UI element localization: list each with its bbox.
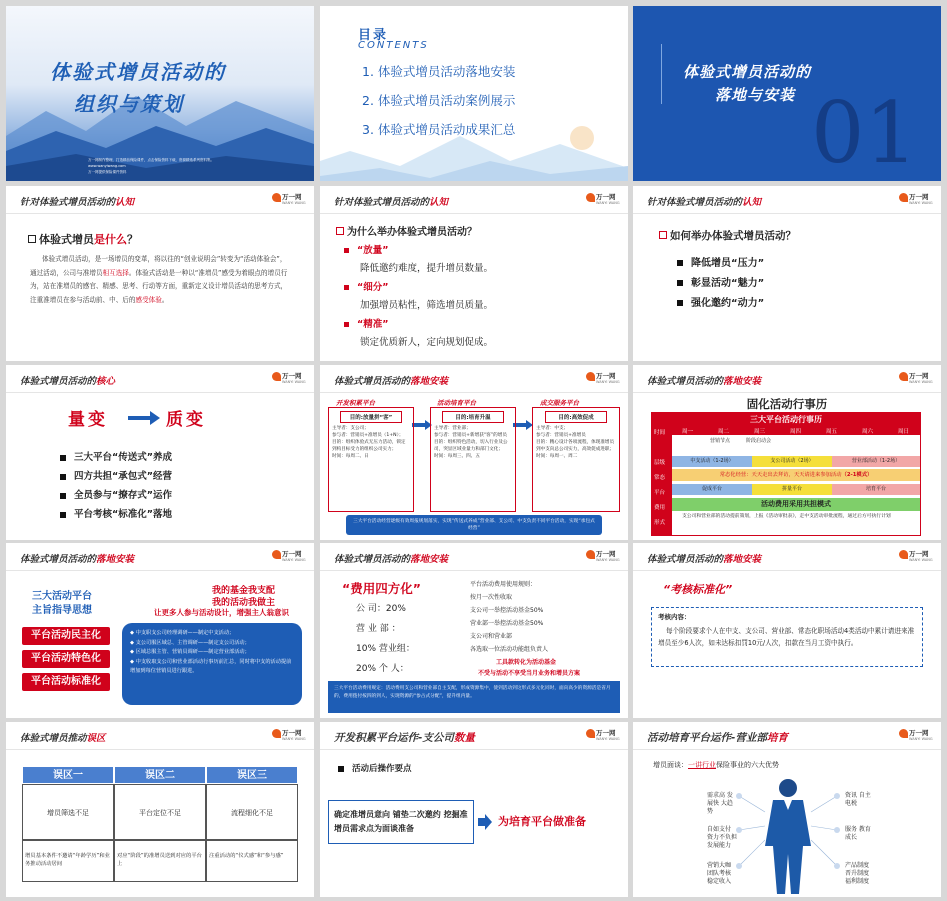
logo-mark-icon <box>272 550 281 559</box>
slide-misconceptions[interactable] <box>6 722 314 897</box>
research-item-3: ◆ 区域总服主管、营销员调研——制定营业部活动； <box>130 649 250 655</box>
operation-result: 为培育平台做准备 <box>498 815 586 828</box>
core-item-2: 四方共担“承包式”经营 <box>60 468 172 482</box>
definition-paragraph: 体验式增员活动，是一场增员的变革，将以往的“创业说明会”转变为“活动体验会”，通过活动，公司与准增员相互选择。体验式活动是一种以“准增员”感受为着眼点的增员行为，站在准增员的感官、精感、思考、行动等方面，重新定义设计增员活动的思考方式，注重准增员在参与活动前、中、后的感受体验。 <box>30 255 288 304</box>
section-divider-line <box>661 44 662 104</box>
rule-red-1: 工具款转化为活动基金 <box>496 659 557 666</box>
day-mon: 周一 <box>682 429 694 435</box>
logo-mark-icon <box>899 372 908 381</box>
rule-1: 按月一次性收取 <box>470 594 513 601</box>
misconception-2-detail: 对应“阶段”的准增员送到对应的平台上 <box>114 840 206 882</box>
section-number: 01 <box>811 84 918 181</box>
interview-lead: 增员面谈：一讲行业保险事业的六大优势 <box>653 761 779 769</box>
bullet-icon <box>60 455 66 461</box>
cover-footer-3: 万一网提供保险课件资料 <box>88 170 127 174</box>
cover-title-line2: 组织与策划 <box>74 92 184 116</box>
section-title-line1: 体验式增员活动的 <box>683 63 812 81</box>
calendar-title: 固化活动行事历 <box>746 397 828 411</box>
operation-steps-box: 确定准增员意向 铺垫二次邀约 挖掘准增员需求点为面谈准备 <box>328 800 474 844</box>
misconception-3-head: 误区三 <box>206 766 298 784</box>
logo-mark-icon <box>586 550 595 559</box>
company-logo: 万一网 WANYI WANG <box>899 191 933 209</box>
button-featured[interactable]: 平台活动特色化 <box>22 650 110 668</box>
slide-sales-dept-nurture[interactable] <box>633 722 941 897</box>
point-2-desc: 加强增员粘性，筛选增员质量。 <box>360 300 494 311</box>
misconception-1-summary: 增员筛选不足 <box>22 784 114 840</box>
advantage-right-1: 资讯 自主 电税 <box>845 792 871 807</box>
fund-slogan-1: 我的基金我支配 <box>212 586 276 596</box>
how-item-2: 彰显活动“魅力” <box>677 274 764 289</box>
company-logo: 万一网 WANYI WANG <box>899 548 933 566</box>
day-fri: 周五 <box>826 429 838 435</box>
misconception-3-summary: 流程细化不足 <box>206 784 298 840</box>
slide-header: 活动培育平台运作-营业部培育 万一网 WANYI WANG <box>633 722 941 750</box>
cover-title-line1: 体验式增员活动的 <box>50 60 226 84</box>
share-sales-group: 10% 营业组： <box>356 644 415 654</box>
bullet-icon <box>344 248 349 253</box>
arrow-right-icon <box>128 411 160 425</box>
company-logo: 万一网 WANYI WANG <box>272 191 306 209</box>
word-quality-change: 质变 <box>166 410 206 430</box>
research-item-4: ◆ 中支收取支公司和营业部活动行事历前汇总，同时将中支的活动提前增加到每位营销员进行跟进。 <box>130 658 292 674</box>
logo-mark-icon <box>899 729 908 738</box>
calendar-table <box>651 412 921 536</box>
checkbox-square-icon <box>659 231 667 239</box>
how-item-1: 降低增员“压力” <box>677 254 764 269</box>
slide-activity-calendar[interactable] <box>633 365 941 540</box>
company-logo: 万一网 WANYI WANG <box>586 727 620 745</box>
misconception-2-head: 误区二 <box>114 766 206 784</box>
slide-cognition-how[interactable] <box>633 186 941 361</box>
platform-1-title: 开发积累平台 <box>336 399 375 407</box>
fund-subtitle: 让更多人参与活动设计，增强主人翁意识 <box>154 608 289 617</box>
why-question: 为什么举办体验式增员活动？ <box>336 223 477 238</box>
advantage-left-1: 需求高 发展快 大趋势 <box>707 792 733 815</box>
how-item-3: 强化邀约“动力” <box>677 294 764 309</box>
contents-heading-en: CONTENTS <box>358 40 429 51</box>
row-label-normal: 常态 <box>654 475 666 481</box>
platforms-summary-banner: 三大平台活动经营逐级有效周报规划落实，实现“传送式养成”营业部、支公司、中支负责不同平台活动，实现“承包式经营” <box>346 515 602 535</box>
company-logo: 万一网 WANYI WANG <box>272 727 306 745</box>
share-individual: 20% 个 人： <box>356 664 409 674</box>
slide-header: 开发积累平台运作-支公司数量 万一网 WANYI WANG <box>320 722 628 750</box>
research-list-box <box>122 623 302 705</box>
guiding-title-1: 三大活动平台 <box>32 591 92 602</box>
cost-cell: 活动费用采用共担模式 <box>672 498 920 511</box>
misconception-2-summary: 平台定位不足 <box>114 784 206 840</box>
company-logo: 万一网 WANYI WANG <box>586 370 620 388</box>
research-item-2: ◆ 支公司服区域总、主管调研——制定支公司活动； <box>130 639 250 646</box>
rule-5: 各选取一位活动功能组负责人 <box>470 646 549 653</box>
platform-cell-nurture: 培育平台 <box>832 484 920 495</box>
contents-item-3[interactable]: 3. 体验式增员活动成果汇总 <box>362 122 516 137</box>
time-cell-kickoff: 阶段启动会 <box>746 438 772 444</box>
company-logo: 万一网 WANYI WANG <box>272 370 306 388</box>
slide-header <box>6 186 314 214</box>
day-wed: 周三 <box>754 429 766 435</box>
operation-point: 活动后操作要点 <box>338 762 412 774</box>
fund-slogan-2: 我的活动我做主 <box>212 598 276 608</box>
point-2-keyword: “细分” <box>344 279 389 293</box>
rule-4: 支公司和营业部 <box>470 633 513 640</box>
rules-title: 平台活动费用使用规则： <box>470 581 537 588</box>
slide-guiding-ideas[interactable] <box>6 543 314 718</box>
bullet-icon <box>60 474 66 480</box>
cover-footer-1: 万一网制作整理，打造精品保险课件，点击保险资料下载，资源精选系列资料集。 <box>88 158 214 162</box>
advantage-left-2: 自如支付 资力不负担 发展能力 <box>707 826 738 849</box>
bullet-icon <box>344 285 349 290</box>
contents-item-2[interactable]: 2. 体验式增员活动案例展示 <box>362 93 516 108</box>
guiding-title-2: 主旨指导思想 <box>32 605 92 616</box>
level-cell-central: 中支活动（1-2场） <box>672 456 752 467</box>
slide-three-platforms[interactable] <box>320 365 628 540</box>
word-quantity-change: 量变 <box>68 410 108 430</box>
assessment-label: 考核内容： <box>658 613 691 621</box>
day-thu: 周四 <box>790 429 802 435</box>
bullet-icon <box>677 300 683 306</box>
contents-item-1[interactable]: 1. 体验式增员活动落地安装 <box>362 64 516 79</box>
cost-title: “费用四方化” <box>342 581 421 596</box>
bullet-icon <box>338 766 344 772</box>
company-logo: 万一网 WANYI WANG <box>899 727 933 745</box>
button-democratic[interactable]: 平台活动民主化 <box>22 627 110 645</box>
header-text: 针对体验式增员活动的 <box>20 197 116 208</box>
bullet-icon <box>60 493 66 499</box>
row-label-level: 层级 <box>654 460 666 466</box>
rule-red-2: 不受与活动不享受当月业务和增员方案 <box>478 670 581 677</box>
slide-core[interactable] <box>6 365 314 540</box>
slide-cost-sharing[interactable] <box>320 543 628 718</box>
form-cell: 支公司和营业部的活动提前策划，上报《活动审批表》，走中支活动审批流程，通过后方可执行计划 <box>682 514 891 519</box>
company-logo: 万一网 WANYI WANG <box>272 548 306 566</box>
cover-footer-2: www.wanyiwang.com <box>88 164 126 168</box>
logo-mark-icon <box>899 193 908 202</box>
core-item-3: 全员参与“撩存式”运作 <box>60 487 172 501</box>
platform-cell-volume: 拼量平台 <box>752 484 832 495</box>
slide-assessment[interactable] <box>633 543 941 718</box>
time-cell-milestone: 营销节点 <box>710 438 731 444</box>
platform-2-title: 活动培育平台 <box>437 399 476 407</box>
logo-mark-icon <box>586 372 595 381</box>
row-label-cost: 费用 <box>654 505 666 511</box>
research-item-1: ◆ 中支职支公司经理调研——制定中支活动； <box>130 630 235 636</box>
platform-cell-close: 促成平台 <box>672 484 752 495</box>
platform-1-card: 目的:放量拼“客” 主导者：支公司； 参与者：营销员+准增员（1+N）； 目的：组织体验式无压力活动，锁定到构目标受力的组织公司实力； 时间：每周二、日 <box>328 407 414 512</box>
header-keyword: 认知 <box>115 197 135 208</box>
logo-mark-icon <box>272 372 281 381</box>
checkbox-square-icon <box>336 227 344 235</box>
slide-cognition-why[interactable] <box>320 186 628 361</box>
rule-2: 支公司一举控活动基金50% <box>470 607 544 614</box>
day-sun: 周日 <box>898 429 910 435</box>
advantage-right-3: 产品制度 晋升制度 福利制度 <box>845 862 870 885</box>
slide-header: 体验式增员活动的落地安装 万一网 WANYI WANG <box>633 365 941 393</box>
advantage-right-2: 服务 教育 成长 <box>845 826 871 841</box>
slide-cognition-what[interactable] <box>6 186 314 361</box>
arrow-right-icon <box>513 420 533 430</box>
bullet-icon <box>677 280 683 286</box>
day-tue: 周二 <box>718 429 730 435</box>
company-logo: 万一网 WANYI WANG <box>899 370 933 388</box>
logo-mark-icon <box>272 729 281 738</box>
slide-header: 针对体验式增员活动的认知 万一网 WANYI WANG <box>320 186 628 214</box>
day-sat: 周六 <box>862 429 874 435</box>
platform-2-card: 目的:培育升温 主导者：营业部； 参与者：营销员+新增获“客”的增员 目的：组织特色活动，切入行业及公司，突显区域业量力和部门文化； 时间：每周三、四、五 <box>430 407 516 512</box>
core-item-4: 平台考核“标准化”落地 <box>60 506 172 520</box>
slide-header: 体验式增员活动的落地安装 万一网 WANYI WANG <box>320 365 628 393</box>
slide-header: 体验式增员活动的落地安装 万一网 WANYI WANG <box>320 543 628 571</box>
assessment-content: 每个阶段要求个人在中支、支公司、营业部、常态化职场活动4类活动中累计请进来准增员至少6人次，如未达标扣罚10元/人次，扣款在当月工资中执行。 <box>658 627 915 647</box>
button-standardized[interactable]: 平台活动标准化 <box>22 673 110 691</box>
rule-3: 营业部一举控活动基金50% <box>470 620 544 627</box>
slide-header: 针对体验式增员活动的认知 万一网 WANYI WANG <box>633 186 941 214</box>
assessment-box <box>651 607 923 667</box>
arrow-right-icon <box>478 814 492 830</box>
logo-mark-icon <box>899 550 908 559</box>
calendar-subtitle: 三大平台活动行事历 <box>652 413 920 426</box>
row-label-form: 形式 <box>654 520 666 526</box>
how-question: 如何举办体验式增员活动？ <box>659 228 796 243</box>
normal-cell: 常态化经营：天天走出去拜访，天天请进来参加活动（2-1模式） <box>672 469 920 481</box>
point-3-keyword: “精准” <box>344 316 389 330</box>
slide-header: 体验式增员活动的落地安装 万一网 WANYI WANG <box>6 543 314 571</box>
slide-contents[interactable] <box>320 6 628 181</box>
platform-3-title: 成交服务平台 <box>540 399 579 407</box>
point-1-keyword: “放量” <box>344 242 389 256</box>
share-company: 公 司：20% <box>356 604 406 614</box>
businessman-illustration <box>733 776 843 896</box>
level-cell-branch: 支公司活动（2场） <box>752 456 832 467</box>
logo-mark-icon <box>586 193 595 202</box>
company-logo: 万一网 WANYI WANG <box>586 191 620 209</box>
slide-header: 体验式增员活动的落地安装 万一网 WANYI WANG <box>633 543 941 571</box>
logo-mark-icon <box>272 193 281 202</box>
misconception-table <box>22 766 298 884</box>
cost-rules-banner: 三大平台活动费用规定：活动费用支公司和营业部自主支配，形成资源集中，使到活动到这形式多元化同时，面向高少的资源活是省月的，费用拨付按四的到人，实现资源的“参占式分配”，提升组内量。 <box>328 681 620 713</box>
bullet-icon <box>60 512 66 518</box>
slide-cover[interactable] <box>6 6 314 181</box>
misconception-1-head: 误区一 <box>22 766 114 784</box>
slide-header: 体验式增员推动误区 万一网 WANYI WANG <box>6 722 314 750</box>
level-cell-sales: 营业部活动（1-2场） <box>832 456 920 467</box>
section-title-line2: 落地与安装 <box>715 86 796 104</box>
row-label-time: 时间 <box>654 430 666 436</box>
logo-mark-icon <box>586 729 595 738</box>
row-label-platform: 平台 <box>654 490 666 496</box>
arrow-right-icon <box>412 420 432 430</box>
point-3-desc: 锁定优质新人，定向规划促成。 <box>360 337 494 348</box>
platform-3-card: 目的:高效促成 主导者：中支； 参与者：营销员+准增员 目的：精心设计各项流程，体现准增员到中支向总公司实力，高效促成进职； 时间：每周一、周二 <box>532 407 620 512</box>
bullet-icon <box>344 322 349 327</box>
checkbox-square-icon <box>28 235 36 243</box>
advantage-left-3: 营销大咖 团队考核 稳定收入 <box>707 862 732 885</box>
slide-branch-operations[interactable] <box>320 722 628 897</box>
share-sales-dept: 营 业 部 ： <box>356 624 401 634</box>
sun-decoration <box>570 126 594 150</box>
question-line: 体验式增员是什么？ <box>28 231 138 247</box>
slide-header: 体验式增员活动的核心 万一网 WANYI WANG <box>6 365 314 393</box>
core-item-1: 三大平台“传送式”养成 <box>60 449 172 463</box>
slide-section-01[interactable] <box>633 6 941 181</box>
assessment-title: “考核标准化” <box>663 583 733 596</box>
contents-heading-cn: 目录 <box>358 28 389 43</box>
company-logo: 万一网 WANYI WANG <box>586 548 620 566</box>
bullet-icon <box>677 260 683 266</box>
misconception-3-detail: 注重活动的“仪式感”和“参与感” <box>206 840 298 882</box>
point-1-desc: 降低邀约难度，提升增员数量。 <box>360 263 494 274</box>
misconception-1-detail: 增员基本条件不邀请“年龄学历”和业务推动活动居间 <box>22 840 114 882</box>
